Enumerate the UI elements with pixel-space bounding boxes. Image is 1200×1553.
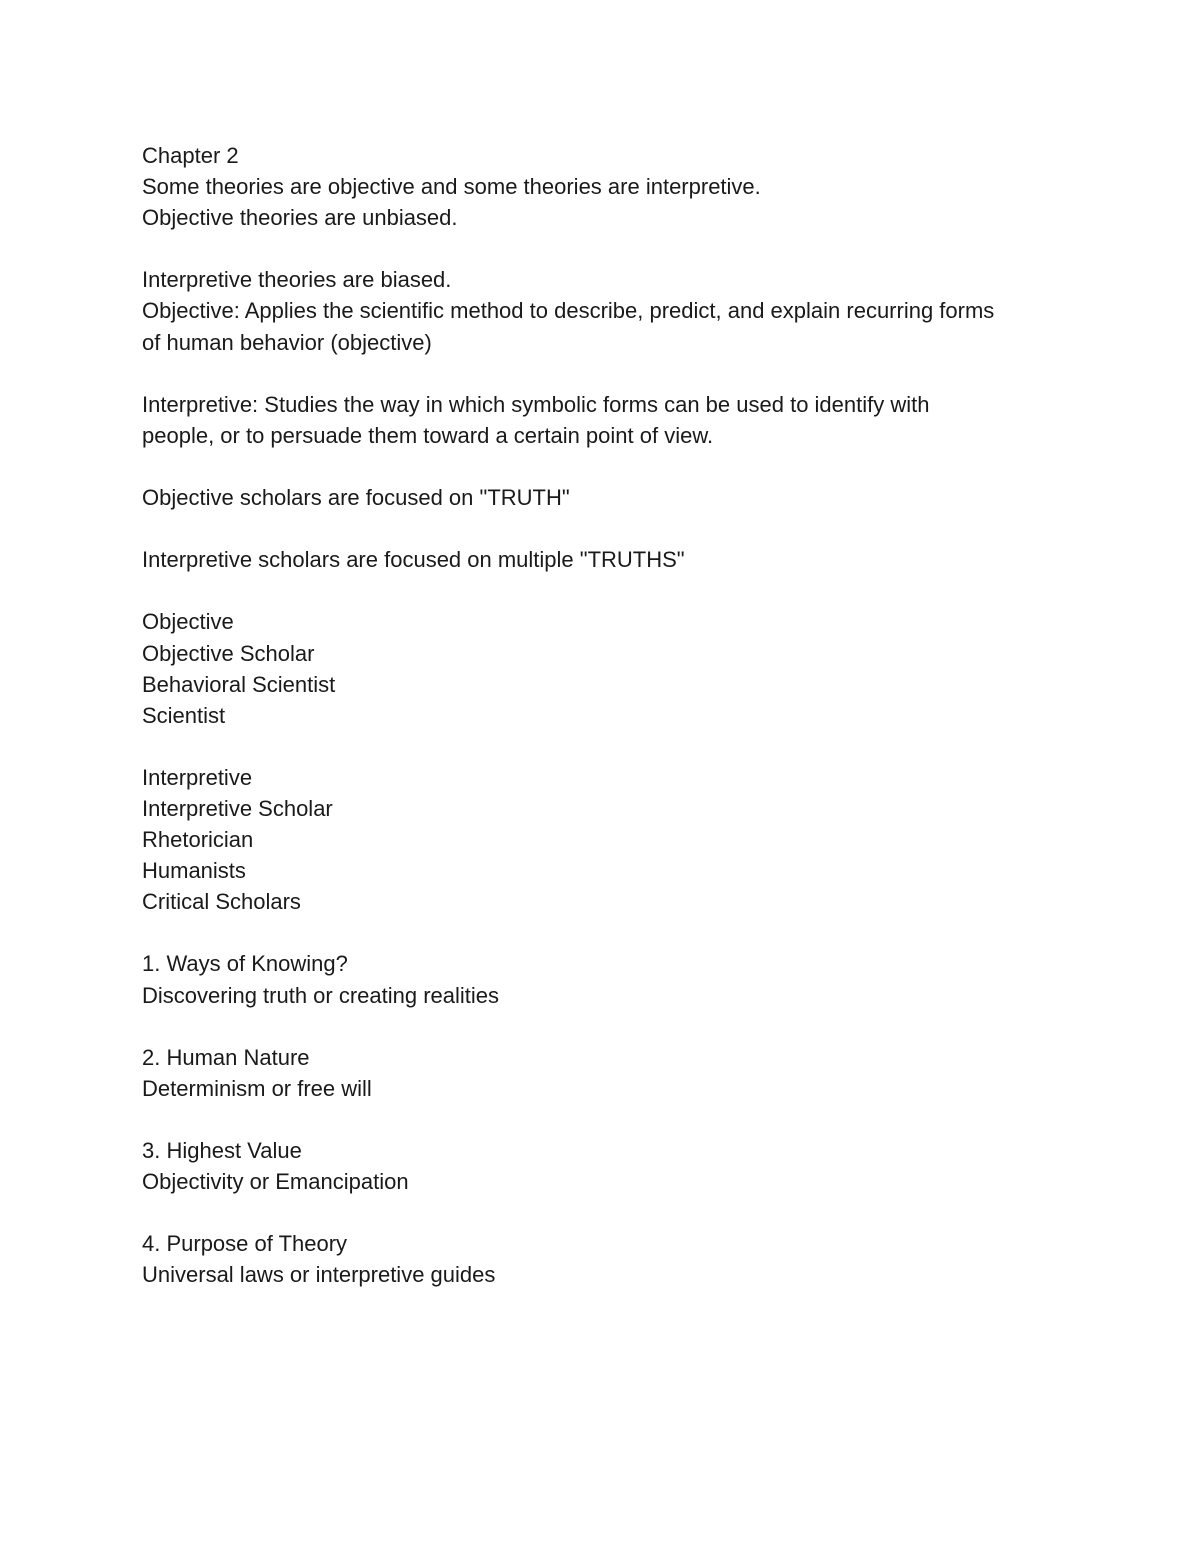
blank-line bbox=[142, 1197, 1082, 1228]
text-line: of human behavior (objective) bbox=[142, 329, 432, 355]
list-item: Scientist bbox=[142, 702, 226, 728]
text-line: Objective scholars are focused on "TRUTH" bbox=[142, 485, 570, 511]
numbered-heading-3: 3. Highest Value bbox=[142, 1138, 302, 1163]
text-line: Some theories are objective and some theories are interpretive. bbox=[142, 174, 761, 200]
blank-line bbox=[142, 575, 1082, 606]
numbered-heading-1: 1. Ways of Knowing? bbox=[142, 951, 348, 977]
list-item: Objective Scholar bbox=[142, 640, 315, 666]
blank-line bbox=[142, 451, 1082, 482]
numbered-answer-1: Discovering truth or creating realities bbox=[142, 982, 500, 1008]
list-heading-objective: Objective bbox=[142, 609, 234, 635]
blank-line bbox=[142, 917, 1082, 948]
blank-line bbox=[142, 358, 1082, 389]
list-item: Behavioral Scientist bbox=[142, 671, 336, 697]
numbered-heading-4: 4. Purpose of Theory bbox=[142, 1231, 348, 1257]
blank-line bbox=[142, 731, 1082, 762]
list-item: Interpretive Scholar bbox=[142, 795, 333, 821]
list-item: Rhetorician bbox=[142, 827, 254, 853]
blank-line bbox=[142, 1011, 1082, 1042]
blank-line bbox=[142, 513, 1082, 544]
list-item: Humanists bbox=[142, 858, 246, 884]
chapter-heading: Chapter 2 bbox=[142, 143, 239, 168]
text-line: Interpretive theories are biased. bbox=[142, 267, 452, 293]
list-heading-interpretive: Interpretive bbox=[142, 764, 253, 790]
numbered-answer-4: Universal laws or interpretive guides bbox=[142, 1262, 496, 1288]
blank-line bbox=[142, 1104, 1082, 1135]
numbered-answer-2: Determinism or free will bbox=[142, 1075, 372, 1101]
list-item: Critical Scholars bbox=[142, 889, 301, 915]
text-line: people, or to persuade them toward a certain point of view. bbox=[142, 422, 714, 448]
numbered-heading-2: 2. Human Nature bbox=[142, 1044, 310, 1070]
text-line: Objective theories are unbiased. bbox=[142, 205, 458, 231]
text-line: Interpretive: Studies the way in which symbolic forms can be used to identify with bbox=[142, 391, 930, 417]
document-body bbox=[142, 140, 1082, 1290]
text-line: Interpretive scholars are focused on multiple "TRUTHS" bbox=[142, 547, 685, 573]
text-line: Objective: Applies the scientific method to describe, predict, and explain recurring forms bbox=[142, 298, 995, 324]
blank-line bbox=[142, 233, 1082, 264]
numbered-answer-3: Objectivity or Emancipation bbox=[142, 1169, 409, 1195]
